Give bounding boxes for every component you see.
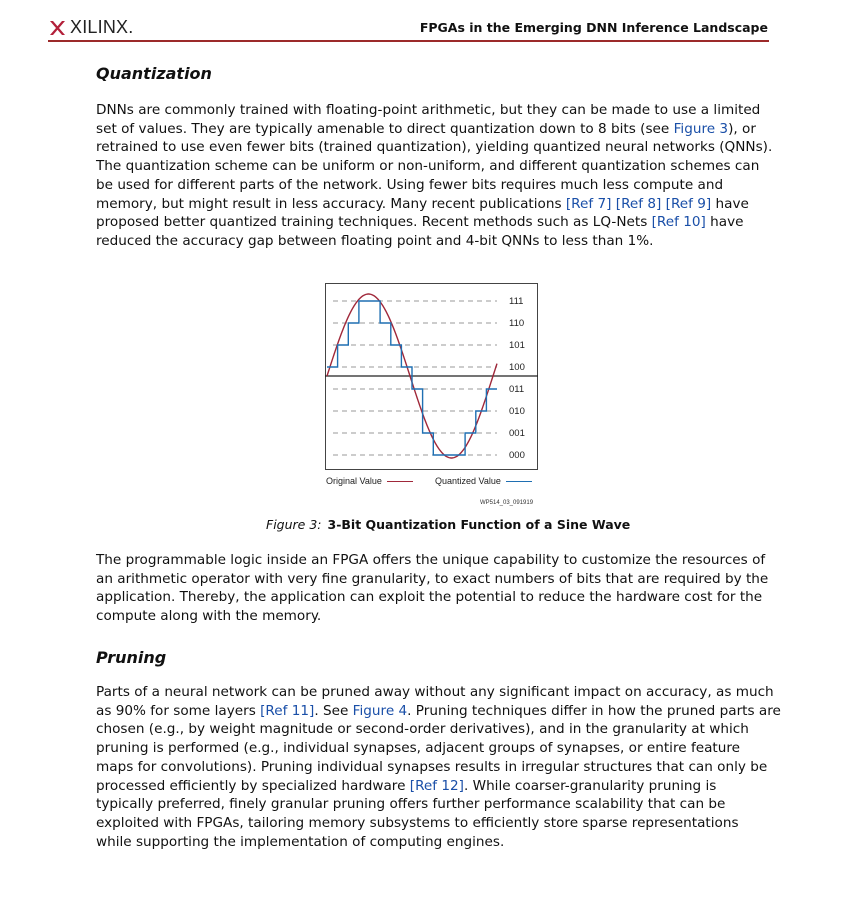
text-line [96, 702, 781, 721]
text-line [96, 777, 771, 796]
level-label: 101 [509, 340, 525, 351]
level-label: 000 [509, 450, 525, 461]
section-heading-quantization: Quantization [96, 64, 212, 83]
figure-3-caption [266, 517, 630, 532]
text-line [96, 213, 771, 232]
pruning-paragraph [96, 683, 781, 851]
text-line [96, 138, 771, 157]
text-span: proposed better quantized training techniques. Recent methods such as LQ-Nets [96, 214, 652, 231]
quantization-paragraph-1 [96, 101, 771, 251]
text-span: . Pruning techniques differ in how the pruned parts are [407, 702, 781, 719]
caption-label: Figure 3: [266, 517, 322, 532]
text-line [96, 607, 771, 626]
text-span: pruning is performed (e.g., individual synapses, adjacent groups of synapses, or entire feature [96, 740, 741, 757]
text-span: application. Thereby, the application can exploit the potential to reduce the hardware cost for the [96, 589, 763, 606]
reference-link[interactable]: [Ref 7] [565, 195, 612, 212]
text-line [96, 551, 771, 570]
text-line [96, 157, 771, 176]
text-line [96, 739, 771, 758]
text-span: processed efficiently by specialized hardware [96, 777, 410, 794]
text-span: DNNs are commonly trained with floating-point arithmetic, but they can be made to use a limited [96, 102, 761, 118]
text-span: exploited with FPGAs, tailoring memory subsystems to efficiently store sparse representations [96, 814, 739, 831]
reference-link[interactable]: [Ref 11] [260, 702, 315, 719]
text-span: while supporting the implementation of computing engines. [96, 833, 505, 850]
text-span: The quantization scheme can be uniform or non-uniform, and different quantization schemes can [96, 158, 760, 175]
text-line [96, 833, 771, 852]
text-span: have [705, 214, 744, 231]
text-span: be used for different parts of the network. Using fewer bits requires much less compute and [96, 176, 724, 193]
level-label: 001 [509, 428, 525, 439]
text-span: reduced the accuracy gap between floating point and 4-bit QNNs to less than 1%. [96, 232, 654, 249]
text-span: retrained to use even fewer bits (trained quantization), yielding quantized neural networks (QNNs). [96, 139, 773, 156]
section-heading-pruning: Pruning [96, 648, 167, 667]
text-span: an arithmetic operator with very fine granularity, to exact numbers of bits that are required by the [96, 570, 769, 587]
text-line [96, 795, 771, 814]
text-line [96, 758, 771, 777]
text-span: . See [314, 702, 353, 719]
reference-link[interactable]: Figure 4 [352, 702, 408, 719]
quantized-value-staircase [327, 301, 497, 455]
text-span: . While coarser-granularity pruning is [463, 777, 717, 794]
level-label: 100 [509, 362, 525, 373]
text-span: memory, but might result in less accuracy. Many recent publications [96, 195, 566, 212]
text-span: typically preferred, finely granular pruning offers further performance scalability that can be [96, 796, 726, 813]
reference-link[interactable]: [Ref 8] [615, 195, 662, 212]
text-span: have [711, 195, 749, 212]
legend-quantized [435, 476, 532, 486]
text-line [96, 195, 771, 214]
level-label: 011 [509, 384, 525, 395]
level-label: 111 [509, 296, 524, 307]
text-line [96, 588, 771, 607]
legend-quantized-swatch [506, 481, 532, 482]
figure-code: WP514_03_091919 [480, 500, 534, 506]
text-span: maps for convolutions). Pruning individual synapses results in irregular structures that can only be [96, 758, 768, 775]
reference-link[interactable]: [Ref 12] [409, 777, 464, 794]
text-line [96, 120, 771, 139]
text-span: The programmable logic inside an FPGA offers the unique capability to customize the resources of [96, 552, 766, 568]
legend-quantized-label: Quantized Value [435, 476, 501, 486]
level-label: 110 [509, 318, 525, 329]
reference-link[interactable]: Figure 3 [673, 120, 729, 137]
text-line [96, 176, 771, 195]
text-span: set of values. They are typically amenable to direct quantization down to 8 bits (see [96, 120, 674, 137]
reference-link[interactable]: [Ref 10] [651, 214, 706, 231]
text-line [96, 683, 774, 702]
text-line [96, 814, 771, 833]
text-line [96, 570, 771, 589]
text-span: compute along with the memory. [96, 608, 322, 625]
xilinx-logo [48, 17, 133, 38]
text-span: Parts of a neural network can be pruned away without any significant impact on accuracy, as much [96, 684, 774, 700]
text-line [96, 720, 771, 739]
document-title: FPGAs in the Emerging DNN Inference Landscape [419, 20, 768, 35]
text-line [96, 101, 771, 120]
quantization-paragraph-2 [96, 551, 771, 626]
level-label: 010 [509, 406, 525, 417]
xilinx-logo-icon [48, 19, 66, 37]
legend-original-label: Original Value [326, 476, 382, 486]
text-line [96, 232, 771, 251]
legend-original-swatch [387, 481, 413, 482]
header-divider [48, 40, 769, 42]
reference-link[interactable]: [Ref 9] [665, 195, 712, 212]
caption-text: 3-Bit Quantization Function of a Sine Wave [327, 517, 631, 532]
text-span: ), or [728, 120, 756, 137]
legend-original [326, 476, 413, 486]
logo-text: XILINX. [70, 17, 134, 37]
figure-3-plot [325, 283, 538, 470]
text-span: chosen (e.g., by weight magnitude or second-order derivatives), and in the granularity at which [96, 721, 749, 738]
text-span: as 90% for some layers [96, 702, 261, 719]
